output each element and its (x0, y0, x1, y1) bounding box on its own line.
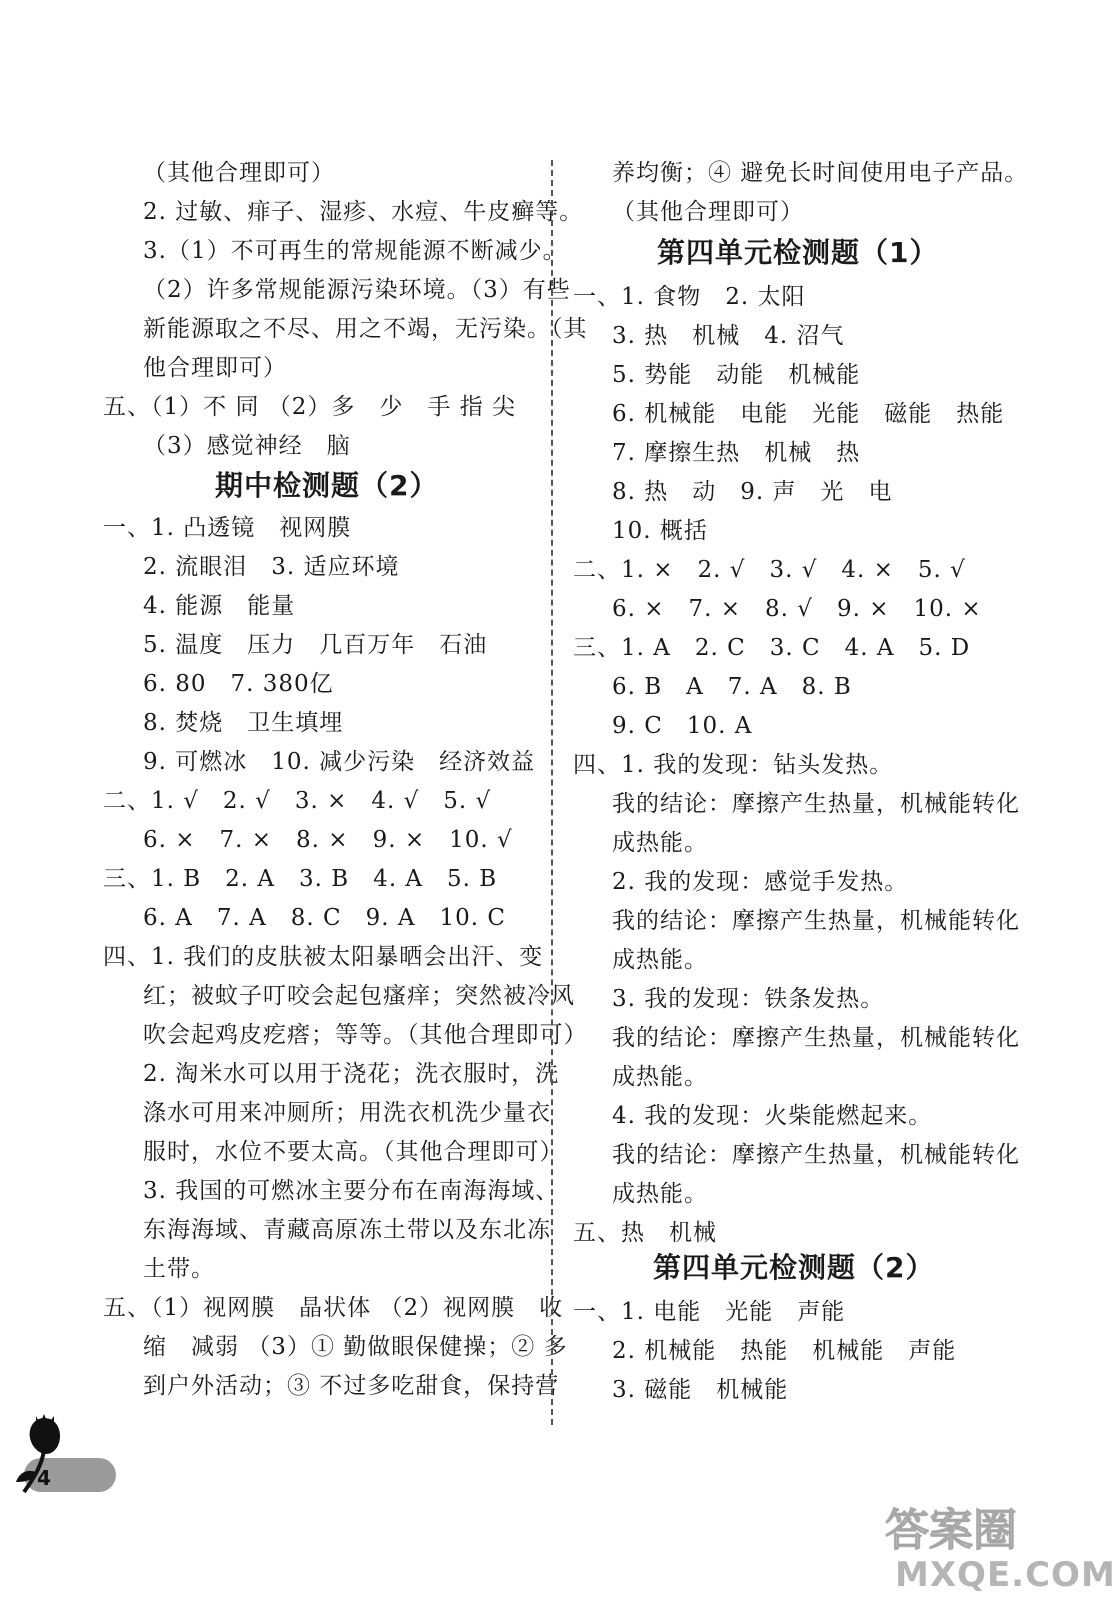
answer-line: 3. 热 机械 4. 沼气 (612, 323, 845, 349)
answer-line: 成热能。 (612, 947, 708, 973)
answer-line: 8. 热 动 9. 声 光 电 (612, 479, 893, 505)
answer-line: 2. 淘米水可以用于浇花；洗衣服时，洗 (143, 1061, 560, 1087)
column-divider (551, 160, 553, 1425)
answer-line: （其他合理即可） (143, 160, 335, 186)
answer-line: 6. × 7. × 8. × 9. × 10. √ (143, 827, 513, 853)
answer-line: 三、1. A 2. C 3. C 4. A 5. D (573, 635, 971, 661)
answer-line: 7. 摩擦生热 机械 热 (612, 440, 861, 466)
answer-line: 服时，水位不要太高。（其他合理即可） (143, 1139, 564, 1165)
section-heading: 第四单元检测题（2） (653, 1251, 935, 1284)
answer-line: 3. 磁能 机械能 (612, 1377, 789, 1403)
answer-line: （3）感觉神经 脑 (143, 433, 351, 459)
answer-line: 3. 我的发现：铁条发热。 (612, 986, 885, 1012)
answer-line: 三、1. B 2. A 3. B 4. A 5. B (103, 866, 498, 892)
answer-line: 一、1. 凸透镜 视网膜 (103, 515, 352, 541)
answer-line: 成热能。 (612, 1064, 708, 1090)
answer-line: 养均衡；④ 避免长时间使用电子产品。 (612, 160, 1029, 186)
answer-line: 土带。 (143, 1256, 215, 1282)
answer-line: 四、1. 我的发现：钻头发热。 (573, 752, 894, 778)
answer-line: 新能源取之不尽、用之不竭，无污染。（其 (143, 316, 588, 342)
answer-line: 一、1. 食物 2. 太阳 (573, 284, 806, 310)
answer-line: 9. 可燃冰 10. 减少污染 经济效益 (143, 749, 536, 775)
answer-line: 到户外活动；③ 不过多吃甜食，保持营 (143, 1373, 560, 1399)
answer-line: 4. 能源 能量 (143, 593, 296, 619)
answer-line: （其他合理即可） (612, 199, 804, 225)
answer-line: 9. C 10. A (612, 713, 753, 739)
answer-line: 2. 机械能 热能 机械能 声能 (612, 1338, 957, 1364)
answer-line: 4. 我的发现：火柴能燃起来。 (612, 1103, 933, 1129)
answer-line: 10. 概括 (612, 518, 708, 544)
answer-line: 8. 焚烧 卫生填埋 (143, 710, 344, 736)
answer-line: 成热能。 (612, 830, 708, 856)
answer-line: 2. 过敏、痱子、湿疹、水痘、牛皮癣等。 (143, 199, 584, 225)
answer-line: 我的结论：摩擦产生热量，机械能转化 (612, 1025, 1020, 1051)
answer-line: （2）许多常规能源污染环境。（3）有些 (143, 277, 571, 303)
answer-line: 成热能。 (612, 1181, 708, 1207)
answer-line: 五、（1）视网膜 晶状体 （2）视网膜 收 (103, 1295, 564, 1321)
answer-line: 5. 势能 动能 机械能 (612, 362, 861, 388)
answer-line: 5. 温度 压力 几百万年 石油 (143, 632, 488, 658)
answer-line: 6. × 7. × 8. √ 9. × 10. × (612, 596, 982, 622)
answer-line: 2. 流眼泪 3. 适应环境 (143, 554, 400, 580)
answer-line: 我的结论：摩擦产生热量，机械能转化 (612, 908, 1020, 934)
answer-line: 3. 我国的可燃冰主要分布在南海海域、 (143, 1178, 560, 1204)
page-number: 4 (37, 1466, 51, 1490)
answer-line: 二、1. √ 2. √ 3. × 4. √ 5. √ (103, 788, 492, 814)
answer-line: 涤水可用来冲厕所；用洗衣机洗少量衣 (143, 1100, 551, 1126)
svg-text:答案圈: 答案圈 (885, 1505, 1017, 1556)
answer-line: 3.（1）不可再生的常规能源不断减少。 (143, 238, 567, 264)
answer-line: 我的结论：摩擦产生热量，机械能转化 (612, 1142, 1020, 1168)
answer-line: 五、（1）不 同 （2）多 少 手 指 尖 (103, 394, 517, 420)
answer-line: 他合理即可） (143, 355, 287, 381)
answer-line: 6. 80 7. 380亿 (143, 671, 334, 697)
answer-line: 四、1. 我们的皮肤被太阳暴晒会出汗、变 (103, 944, 544, 970)
watermark-url: MXQE.COM (895, 1555, 1116, 1595)
flower-icon (14, 1410, 124, 1500)
answer-line: 6. B A 7. A 8. B (612, 674, 852, 700)
answer-line: 我的结论：摩擦产生热量，机械能转化 (612, 791, 1020, 817)
answer-line: 6. A 7. A 8. C 9. A 10. C (143, 905, 506, 931)
answer-line: 东海海域、青藏高原冻土带以及东北冻 (143, 1217, 551, 1243)
section-heading: 期中检测题（2） (215, 469, 439, 502)
answer-line: 缩 减弱 （3）① 勤做眼保健操；② 多 (143, 1334, 568, 1360)
answer-line: 吹会起鸡皮疙瘩；等等。（其他合理即可） (143, 1022, 588, 1048)
section-heading: 第四单元检测题（1） (657, 236, 939, 269)
answer-line: 一、1. 电能 光能 声能 (573, 1299, 846, 1325)
answer-line: 二、1. × 2. √ 3. √ 4. × 5. √ (573, 557, 966, 583)
answer-line: 五、热 机械 (573, 1220, 717, 1246)
answer-line: 2. 我的发现：感觉手发热。 (612, 869, 909, 895)
answer-line: 6. 机械能 电能 光能 磁能 热能 (612, 401, 1005, 427)
answer-line: 红；被蚊子叮咬会起包瘙痒；突然被冷风 (143, 983, 575, 1009)
